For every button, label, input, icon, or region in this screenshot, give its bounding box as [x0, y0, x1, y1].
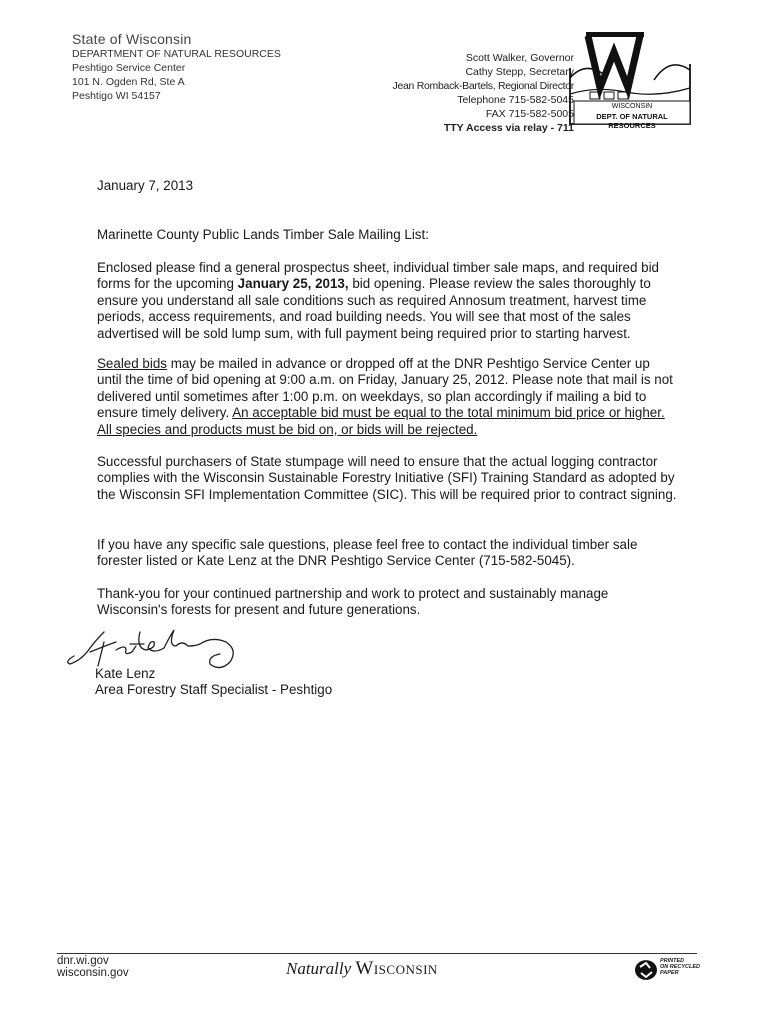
state-name: State of Wisconsin — [72, 31, 192, 47]
logo-line1: WISCONSIN — [611, 103, 653, 110]
tagline-naturally: Naturally — [286, 959, 352, 978]
paragraph-sfi: Successful purchasers of State stumpage will need to ensure that the actual logging contractor complies with the Wisconsin Sustainable Forestry Initiative (SFI) Training Standard as adopted by the Wisconsin SFI Implementation Committee (SIC). This will be required prior to contract signing. — [97, 454, 677, 502]
wisconsin-website-link[interactable]: wisconsin.gov — [57, 967, 129, 979]
signer-name: Kate Lenz — [95, 666, 156, 681]
dnr-logo — [566, 30, 694, 128]
tty: TTY Access via relay - 711 — [443, 122, 574, 134]
paragraph-sealed-bids: Sealed bids may be mailed in advance or dropped off at the DNR Peshtigo Service Center up until the time of bid opening at 9:00 a.m. on Friday, January 25, 2012. Please note that mail is not delivered until sometimes after 1:00 p.m. on weekdays, so plan accordingly if mailing a bid to ensure timely delivery. An acceptable bid must be equal to the total minimum bid price or higher. All species and products must be bid on, or bids will be rejected. — [97, 356, 673, 437]
street-address: 101 N. Ogden Rd, Ste A — [72, 76, 185, 88]
recycled-paper-text: PRINTED ON RECYCLED PAPER — [660, 958, 701, 976]
agency-address-block — [72, 31, 281, 103]
sealed-bids-underlined: Sealed bids — [97, 356, 167, 371]
footer-tagline — [286, 958, 438, 980]
paragraph-thanks: Thank-you for your continued partnership and work to protect and sustainably manage Wisconsin's forests for present and future generations. — [97, 586, 609, 618]
officials-block — [393, 51, 574, 135]
bid-opening-date: January 25, 2013, — [237, 276, 349, 292]
telephone: Telephone 715-582-5045 — [457, 94, 574, 106]
logo-line2: DEPT. OF NATURAL RESOURCES — [596, 112, 668, 130]
recycle-icon — [631, 958, 661, 982]
paragraph-questions: If you have any specific sale questions, please feel free to contact the individual timber sale forester listed or Kate Lenz at the DNR Peshtigo Service Center (715-582-5045). — [97, 537, 638, 569]
signer-title: Area Forestry Staff Specialist - Peshtigo — [95, 682, 333, 698]
fax: FAX 715-582-5005 — [485, 108, 574, 120]
signer-block — [95, 666, 332, 699]
tagline-wisconsin: Wisconsin — [355, 958, 438, 979]
footer-divider — [57, 953, 697, 954]
department-name: DEPARTMENT OF NATURAL RESOURCES — [72, 48, 281, 60]
city-address: Peshtigo WI 54157 — [72, 90, 161, 102]
letter-salutation: Marinette County Public Lands Timber Sale Mailing List: — [97, 227, 429, 242]
letter-date: January 7, 2013 — [97, 178, 194, 193]
secretary: Cathy Stepp, Secretary — [465, 66, 574, 78]
bid-requirement-underlined: An acceptable bid must be equal to the total minimum bid price or higher. All species and products must be bid on, or bids will be rejected. — [97, 405, 665, 437]
governor: Scott Walker, Governor — [465, 52, 574, 64]
regional-director: Jean Romback-Bartels, Regional Director — [392, 80, 574, 92]
paragraph-prospectus: Enclosed please find a general prospectus sheet, individual timber sale maps, and required bid forms for the upcoming January 25, 2013, bid opening. Please review the sales thoroughly to ensure you understand all sale conditions such as required Annosum treatment, harvest time periods, access requirements, and road building needs. You will see that most of the sales advertised will be sold lump sum, with full payment being required prior to starting harvest. — [97, 260, 660, 341]
office-name: Peshtigo Service Center — [72, 62, 186, 74]
footer-links — [57, 955, 129, 979]
dnr-website-link[interactable]: dnr.wi.gov — [57, 955, 109, 967]
